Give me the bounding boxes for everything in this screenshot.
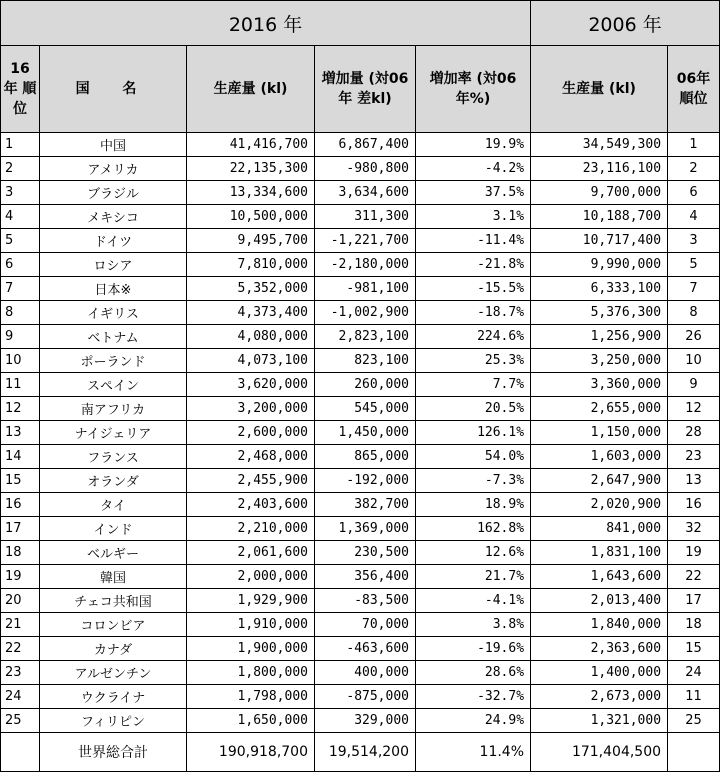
increase-rate-cell: -11.4% [416,229,531,253]
table-row [1,541,720,565]
production-2006-cell: 1,321,000 [531,709,668,733]
country-name-cell: アメリカ [40,157,187,181]
production-2006-cell: 34,549,300 [531,133,668,157]
rank-2006-cell: 15 [668,637,720,661]
production-2016-cell: 1,900,000 [187,637,315,661]
increase-cell: 70,000 [315,613,416,637]
increase-rate-cell: -4.1% [416,589,531,613]
production-2006-header: 生産量 (kl) [531,46,668,133]
table-row [1,565,720,589]
total-rank-2006-cell [668,733,720,772]
year-2006-header: 2006 年 [531,1,720,46]
increase-rate-cell: 3.8% [416,613,531,637]
production-2006-cell: 1,256,900 [531,325,668,349]
production-2016-cell: 22,135,300 [187,157,315,181]
rank-cell: 1 [1,133,40,157]
country-name-cell: ウクライナ [40,685,187,709]
production-2006-cell: 1,840,000 [531,613,668,637]
total-production-2006: 171,404,500 [531,733,668,772]
increase-rate-cell: 20.5% [416,397,531,421]
rank-2006-cell: 25 [668,709,720,733]
table-row [1,685,720,709]
total-increase-rate: 11.4% [416,733,531,772]
country-name-cell: ベトナム [40,325,187,349]
increase-rate-cell: -7.3% [416,469,531,493]
country-name-cell: インド [40,517,187,541]
table-row [1,301,720,325]
country-name-cell: フランス [40,445,187,469]
production-2006-cell: 2,363,600 [531,637,668,661]
country-name-cell: 日本※ [40,277,187,301]
production-2006-cell: 9,700,000 [531,181,668,205]
rank-cell: 14 [1,445,40,469]
rank-2006-cell: 5 [668,253,720,277]
rank-cell: 17 [1,517,40,541]
table-row [1,613,720,637]
increase-cell: 329,000 [315,709,416,733]
country-name-cell: ロシア [40,253,187,277]
increase-rate-cell: -4.2% [416,157,531,181]
increase-cell: 400,000 [315,661,416,685]
country-name-cell: カナダ [40,637,187,661]
production-2016-cell: 2,600,000 [187,421,315,445]
country-name-cell: ベルギー [40,541,187,565]
production-2006-cell: 2,673,000 [531,685,668,709]
production-2006-cell: 5,376,300 [531,301,668,325]
rank-2006-cell: 13 [668,469,720,493]
production-2016-cell: 2,210,000 [187,517,315,541]
table-row [1,397,720,421]
increase-rate-cell: -15.5% [416,277,531,301]
rank-cell: 9 [1,325,40,349]
rank-cell: 7 [1,277,40,301]
increase-cell: 3,634,600 [315,181,416,205]
column-header-row [1,46,720,133]
table-row [1,253,720,277]
increase-rate-cell: 28.6% [416,661,531,685]
rank-cell: 23 [1,661,40,685]
increase-cell: -83,500 [315,589,416,613]
total-increase: 19,514,200 [315,733,416,772]
increase-rate-cell: -19.6% [416,637,531,661]
rank-cell: 10 [1,349,40,373]
country-name-cell: コロンビア [40,613,187,637]
rank-2006-cell: 16 [668,493,720,517]
rank-2006-cell: 19 [668,541,720,565]
total-rank-cell [1,733,40,772]
production-2016-cell: 2,403,600 [187,493,315,517]
production-2016-cell: 1,798,000 [187,685,315,709]
increase-cell: 260,000 [315,373,416,397]
production-2016-cell: 1,650,000 [187,709,315,733]
production-2016-cell: 2,000,000 [187,565,315,589]
increase-cell: 823,100 [315,349,416,373]
production-2006-cell: 1,400,000 [531,661,668,685]
production-2006-cell: 10,717,400 [531,229,668,253]
rank-2006-cell: 18 [668,613,720,637]
table-row [1,469,720,493]
increase-cell: 6,867,400 [315,133,416,157]
production-2006-cell: 1,831,100 [531,541,668,565]
production-2006-cell: 2,647,900 [531,469,668,493]
country-name-cell: メキシコ [40,205,187,229]
country-name-cell: 中国 [40,133,187,157]
production-2006-cell: 2,655,000 [531,397,668,421]
rank-cell: 12 [1,397,40,421]
total-label: 世界総合計 [40,733,187,772]
increase-cell: -463,600 [315,637,416,661]
increase-rate-cell: 126.1% [416,421,531,445]
rank-cell: 21 [1,613,40,637]
increase-rate-cell: -21.8% [416,253,531,277]
rank-cell: 3 [1,181,40,205]
table-row [1,373,720,397]
rank-2006-cell: 1 [668,133,720,157]
rank-2006-cell: 10 [668,349,720,373]
increase-rate-cell: 25.3% [416,349,531,373]
production-2006-cell: 9,990,000 [531,253,668,277]
rank-2006-cell: 6 [668,181,720,205]
total-row [1,733,720,772]
production-2016-cell: 1,910,000 [187,613,315,637]
table-row [1,421,720,445]
country-name-cell: ポーランド [40,349,187,373]
production-2016-cell: 2,468,000 [187,445,315,469]
table-row [1,589,720,613]
increase-cell: 1,369,000 [315,517,416,541]
rank-2006-cell: 12 [668,397,720,421]
production-2016-cell: 4,073,100 [187,349,315,373]
rank-2016-header: 16 年 順 位 [1,46,40,133]
rank-cell: 18 [1,541,40,565]
increase-cell: 865,000 [315,445,416,469]
production-2006-cell: 3,250,000 [531,349,668,373]
rank-cell: 20 [1,589,40,613]
table-row [1,133,720,157]
rank-cell: 5 [1,229,40,253]
increase-rate-cell: 18.9% [416,493,531,517]
production-2016-cell: 41,416,700 [187,133,315,157]
country-name-cell: オランダ [40,469,187,493]
rank-cell: 8 [1,301,40,325]
increase-cell: -192,000 [315,469,416,493]
production-2016-cell: 3,200,000 [187,397,315,421]
rank-2006-cell: 11 [668,685,720,709]
country-name-cell: チェコ共和国 [40,589,187,613]
table-row [1,637,720,661]
increase-rate-cell: 21.7% [416,565,531,589]
table-row [1,325,720,349]
rank-cell: 19 [1,565,40,589]
production-2016-cell: 7,810,000 [187,253,315,277]
rank-cell: 6 [1,253,40,277]
rank-2006-cell: 9 [668,373,720,397]
production-2016-cell: 3,620,000 [187,373,315,397]
table-row [1,157,720,181]
increase-rate-cell: 19.9% [416,133,531,157]
rank-cell: 22 [1,637,40,661]
country-name-cell: 韓国 [40,565,187,589]
table-row [1,517,720,541]
country-name-cell: ナイジェリア [40,421,187,445]
production-2006-cell: 6,333,100 [531,277,668,301]
rank-2006-cell: 2 [668,157,720,181]
increase-cell: 2,823,100 [315,325,416,349]
table-body [1,133,720,733]
year-header-row [1,1,720,46]
increase-cell: -981,100 [315,277,416,301]
table-row [1,205,720,229]
increase-cell: 382,700 [315,493,416,517]
increase-rate-cell: 7.7% [416,373,531,397]
increase-rate-cell: 12.6% [416,541,531,565]
production-2016-cell: 2,455,900 [187,469,315,493]
rank-cell: 16 [1,493,40,517]
table-row [1,229,720,253]
rank-2006-cell: 28 [668,421,720,445]
country-name-cell: アルゼンチン [40,661,187,685]
production-2016-cell: 1,800,000 [187,661,315,685]
rank-cell: 11 [1,373,40,397]
production-2006-cell: 10,188,700 [531,205,668,229]
table-row [1,709,720,733]
rank-2006-cell: 8 [668,301,720,325]
increase-cell: -875,000 [315,685,416,709]
country-name-header: 国 名 [40,46,187,133]
production-2006-cell: 1,643,600 [531,565,668,589]
production-2016-cell: 4,080,000 [187,325,315,349]
country-name-cell: スペイン [40,373,187,397]
production-2006-cell: 2,020,900 [531,493,668,517]
production-2016-cell: 5,352,000 [187,277,315,301]
rank-cell: 15 [1,469,40,493]
increase-cell: 1,450,000 [315,421,416,445]
rank-cell: 24 [1,685,40,709]
increase-cell: 356,400 [315,565,416,589]
rank-2006-cell: 3 [668,229,720,253]
increase-cell: -2,180,000 [315,253,416,277]
production-2006-cell: 2,013,400 [531,589,668,613]
production-2016-cell: 10,500,000 [187,205,315,229]
rank-2006-cell: 7 [668,277,720,301]
production-2016-cell: 4,373,400 [187,301,315,325]
increase-header: 増加量 (対06年 差kl) [315,46,416,133]
increase-rate-cell: 3.1% [416,205,531,229]
rank-2006-cell: 23 [668,445,720,469]
increase-cell: -1,221,700 [315,229,416,253]
increase-rate-cell: 24.9% [416,709,531,733]
increase-rate-cell: -18.7% [416,301,531,325]
increase-rate-cell: 54.0% [416,445,531,469]
rank-cell: 13 [1,421,40,445]
rank-2006-cell: 4 [668,205,720,229]
rank-2006-header: 06年 順位 [668,46,720,133]
table-row [1,277,720,301]
rank-cell: 4 [1,205,40,229]
production-2006-cell: 23,116,100 [531,157,668,181]
year-2016-header: 2016 年 [1,1,531,46]
increase-rate-cell: -32.7% [416,685,531,709]
production-2006-cell: 841,000 [531,517,668,541]
table-row [1,445,720,469]
country-name-cell: タイ [40,493,187,517]
table-row [1,493,720,517]
rank-2006-cell: 24 [668,661,720,685]
production-2016-cell: 2,061,600 [187,541,315,565]
increase-rate-header: 増加率 (対06年%) [416,46,531,133]
rank-cell: 2 [1,157,40,181]
increase-cell: 545,000 [315,397,416,421]
increase-cell: -1,002,900 [315,301,416,325]
increase-cell: -980,800 [315,157,416,181]
country-name-cell: ドイツ [40,229,187,253]
rank-2006-cell: 22 [668,565,720,589]
table-row [1,661,720,685]
increase-rate-cell: 162.8% [416,517,531,541]
production-2016-header: 生産量 (kl) [187,46,315,133]
rank-2006-cell: 32 [668,517,720,541]
production-2006-cell: 1,150,000 [531,421,668,445]
production-2016-cell: 13,334,600 [187,181,315,205]
rank-cell: 25 [1,709,40,733]
production-2016-cell: 1,929,900 [187,589,315,613]
increase-rate-cell: 37.5% [416,181,531,205]
total-production-2016: 190,918,700 [187,733,315,772]
table-row [1,181,720,205]
increase-cell: 311,300 [315,205,416,229]
production-2006-cell: 1,603,000 [531,445,668,469]
rank-2006-cell: 17 [668,589,720,613]
increase-cell: 230,500 [315,541,416,565]
table-row [1,349,720,373]
rank-2006-cell: 26 [668,325,720,349]
country-name-cell: フィリピン [40,709,187,733]
increase-rate-cell: 224.6% [416,325,531,349]
production-2016-cell: 9,495,700 [187,229,315,253]
country-name-cell: イギリス [40,301,187,325]
country-name-cell: ブラジル [40,181,187,205]
production-2006-cell: 3,360,000 [531,373,668,397]
country-name-cell: 南アフリカ [40,397,187,421]
